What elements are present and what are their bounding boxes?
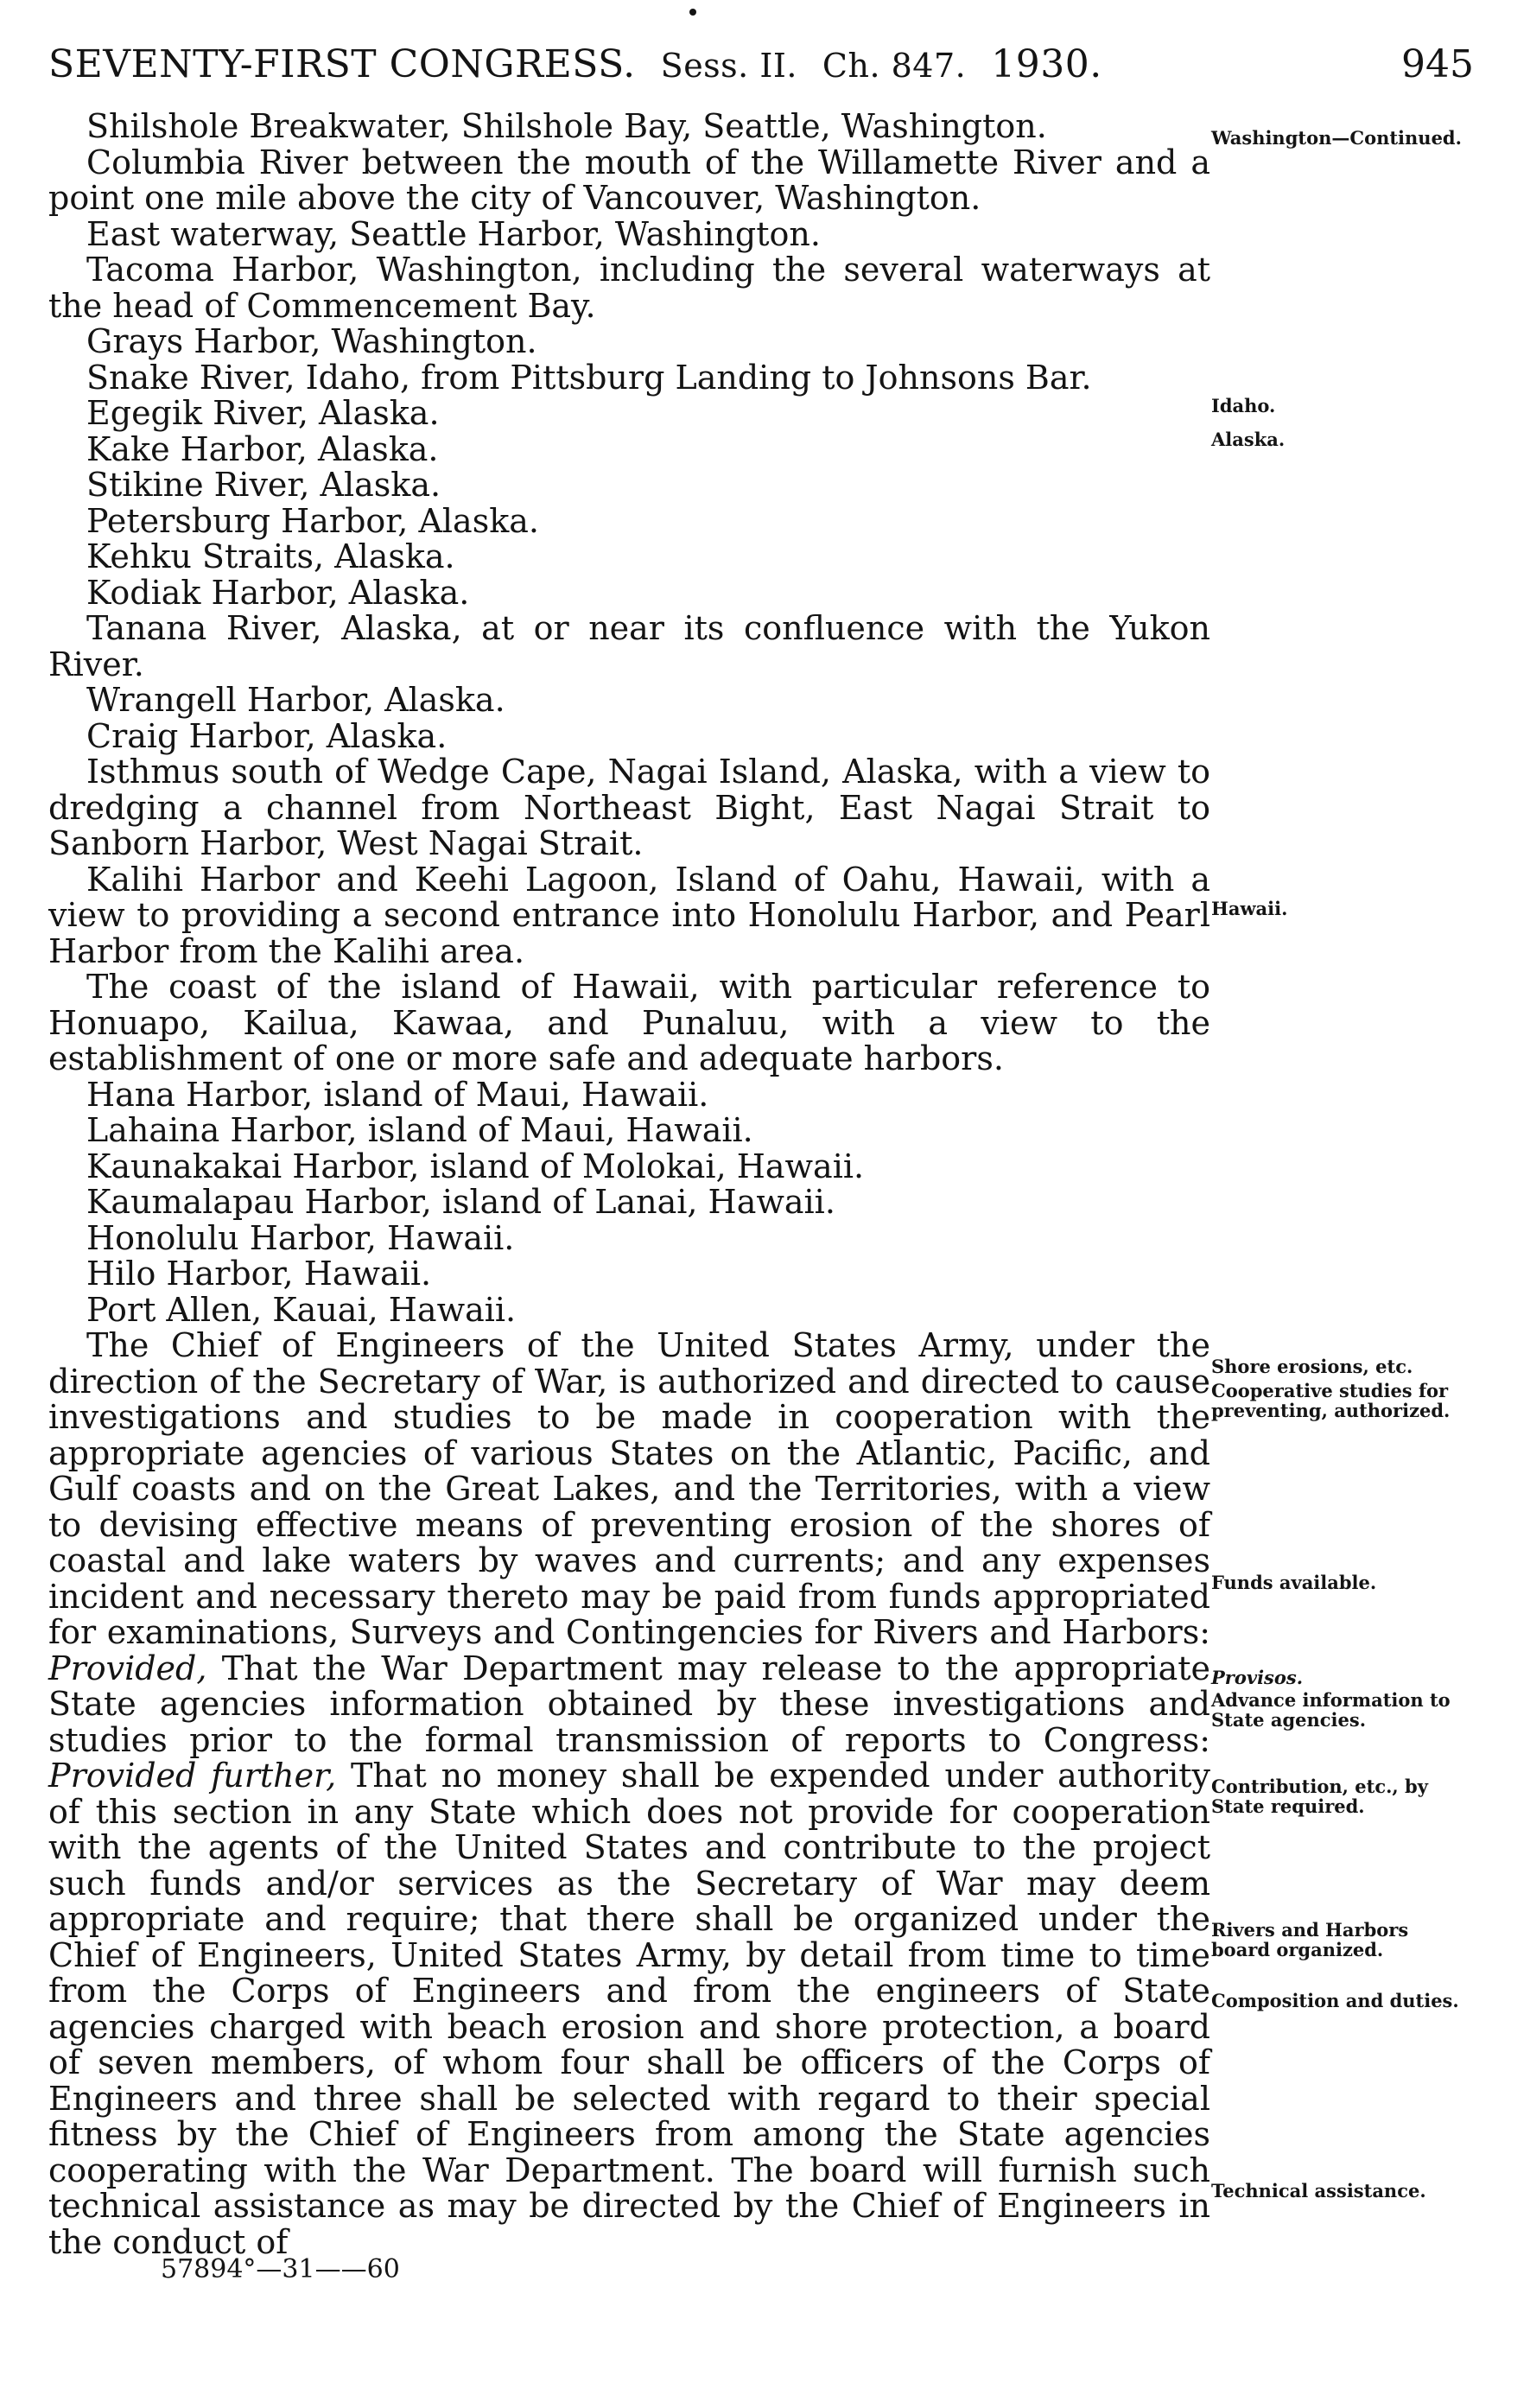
proviso-further-label: Provided further, bbox=[48, 1757, 337, 1795]
margin-note-washington: Washington—Continued. bbox=[1211, 127, 1462, 149]
list-item: Stikine River, Alaska. bbox=[86, 466, 441, 504]
list-item: Grays Harbor, Washington. bbox=[86, 322, 537, 360]
list-item: Isthmus south of Wedge Cape, Nagai Island, Alaska, with a view to dredging a channel from Northeast Bight, East Nagai Strait to Sanborn Harbor, West Nagai Strait. bbox=[48, 753, 1210, 862]
list-item: Petersburg Harbor, Alaska. bbox=[86, 501, 539, 540]
list-item: Hilo Harbor, Hawaii. bbox=[86, 1255, 432, 1293]
list-item: Honolulu Harbor, Hawaii. bbox=[86, 1218, 515, 1257]
chapter-label: Ch. 847. bbox=[822, 47, 967, 85]
proviso-label: Provided, bbox=[48, 1649, 207, 1687]
running-head bbox=[48, 35, 1102, 96]
year-label: 1930. bbox=[991, 42, 1102, 86]
list-item: Kaumalapau Harbor, island of Lanai, Hawaii. bbox=[86, 1183, 835, 1221]
list-item: Kehku Straits, Alaska. bbox=[86, 537, 455, 575]
session-label: Sess. II. bbox=[660, 47, 797, 85]
paragraph-text: That the War Department may release to the appropriate State agencies information obtained by these investigations and studies prior to the formal transmission of reports to Congress: bbox=[48, 1649, 1210, 1759]
page-header bbox=[48, 35, 1474, 95]
shore-erosion-paragraph bbox=[48, 1328, 1210, 2260]
list-item: Hana Harbor, island of Maui, Hawaii. bbox=[86, 1075, 709, 1114]
margin-note-contribution: Contribution, etc., by State required. bbox=[1211, 1776, 1428, 1817]
margin-note-advance-information: Advance information to State agencies. bbox=[1211, 1689, 1451, 1731]
list-item: Wrangell Harbor, Alaska. bbox=[86, 681, 505, 719]
list-item: Egegik River, Alaska. bbox=[86, 394, 440, 432]
margin-note-idaho: Idaho. bbox=[1211, 395, 1276, 416]
list-item: Snake River, Idaho, from Pittsburg Landing to Johnsons Bar. bbox=[86, 358, 1092, 397]
provisos-label: Provisos. bbox=[1211, 1667, 1304, 1688]
congress-title: SEVENTY-FIRST CONGRESS. bbox=[48, 42, 636, 86]
footer-print-code: 57894°—31——60 bbox=[161, 2254, 400, 2284]
list-item: Columbia River between the mouth of the Willamette River and a point one mile above the city of Vancouver, Washington. bbox=[48, 143, 1210, 217]
margin-note-provisos bbox=[1211, 1668, 1470, 1687]
list-item: Tanana River, Alaska, at or near its confluence with the Yukon River. bbox=[48, 609, 1210, 683]
margin-note-alaska: Alaska. bbox=[1211, 429, 1286, 450]
margin-note-funds-available: Funds available. bbox=[1211, 1572, 1377, 1593]
list-item: Lahaina Harbor, island of Maui, Hawaii. bbox=[86, 1111, 753, 1149]
margin-note-cooperative-studies: Cooperative studies for preventing, authorized. bbox=[1211, 1380, 1451, 1421]
margin-note-composition: Composition and duties. bbox=[1211, 1990, 1459, 2011]
list-item: Shilshole Breakwater, Shilshole Bay, Seattle, Washington. bbox=[86, 107, 1047, 145]
list-item: The coast of the island of Hawaii, with particular reference to Honuapo, Kailua, Kawaa, and Punaluu, with a view to the establishment of one or more safe and adequate harbors. bbox=[48, 968, 1210, 1077]
margin-note-shore-erosions: Shore erosions, etc. bbox=[1211, 1356, 1413, 1377]
margin-note-hawaii: Hawaii. bbox=[1211, 898, 1288, 919]
paragraph-text: The Chief of Engineers of the United States Army, under the direction of the Secretary of War, is authorized and directed to cause investigations and studies to be made in cooperation with the appropriate agencies of various States on the Atlantic, Pacific, and Gulf coasts and on the Great Lakes, and the Territories, with a view to devising effective means of preventing erosion of the shores of coastal and lake waters by waves and currents; and any expenses incident and necessary thereto may be paid from funds appropriated for examinations, Surveys and Contingencies for Rivers and Harbors: bbox=[48, 1326, 1210, 1651]
list-item: Tacoma Harbor, Washington, including the several waterways at the head of Commencement Bay. bbox=[48, 251, 1210, 325]
page-number: 945 bbox=[1401, 42, 1474, 86]
body-text bbox=[48, 109, 1210, 2260]
printer-dot bbox=[689, 9, 696, 16]
list-item: Kake Harbor, Alaska. bbox=[86, 429, 439, 468]
list-item: Kodiak Harbor, Alaska. bbox=[86, 573, 470, 612]
list-item: Port Allen, Kauai, Hawaii. bbox=[86, 1290, 517, 1329]
paragraph-text: That no money shall be expended under authority of this section in any State which does not provide for cooperation with the agents of the United States and contribute to the project such funds and/or services as the Secretary of War may deem appropriate and require; that there shall be organized under the Chief of Engineers, United States Army, by detail from time to time from the Corps of Engineers and from the engineers of State agencies charged with beach erosion and shore protection, a board of seven members, of whom four shall be officers of the Corps of Engineers and three shall be selected with regard to their special fitness by the Chief of Engineers from among the State agencies cooperating with the War Department. The board will furnish such technical assistance as may be directed by the Chief of Engineers in the conduct of bbox=[48, 1757, 1210, 2261]
margin-note-rivers-board: Rivers and Harbors board organized. bbox=[1211, 1919, 1409, 1960]
list-item: Kaunakakai Harbor, island of Molokai, Hawaii. bbox=[86, 1147, 865, 1185]
margin-note-technical-assistance: Technical assistance. bbox=[1211, 2180, 1426, 2202]
list-item: Craig Harbor, Alaska. bbox=[86, 716, 448, 755]
list-item: East waterway, Seattle Harbor, Washington. bbox=[86, 214, 821, 253]
list-item: Kalihi Harbor and Keehi Lagoon, Island of Oahu, Hawaii, with a view to providing a second entrance into Honolulu Harbor, and Pearl Harbor from the Kalihi area. bbox=[48, 860, 1210, 970]
